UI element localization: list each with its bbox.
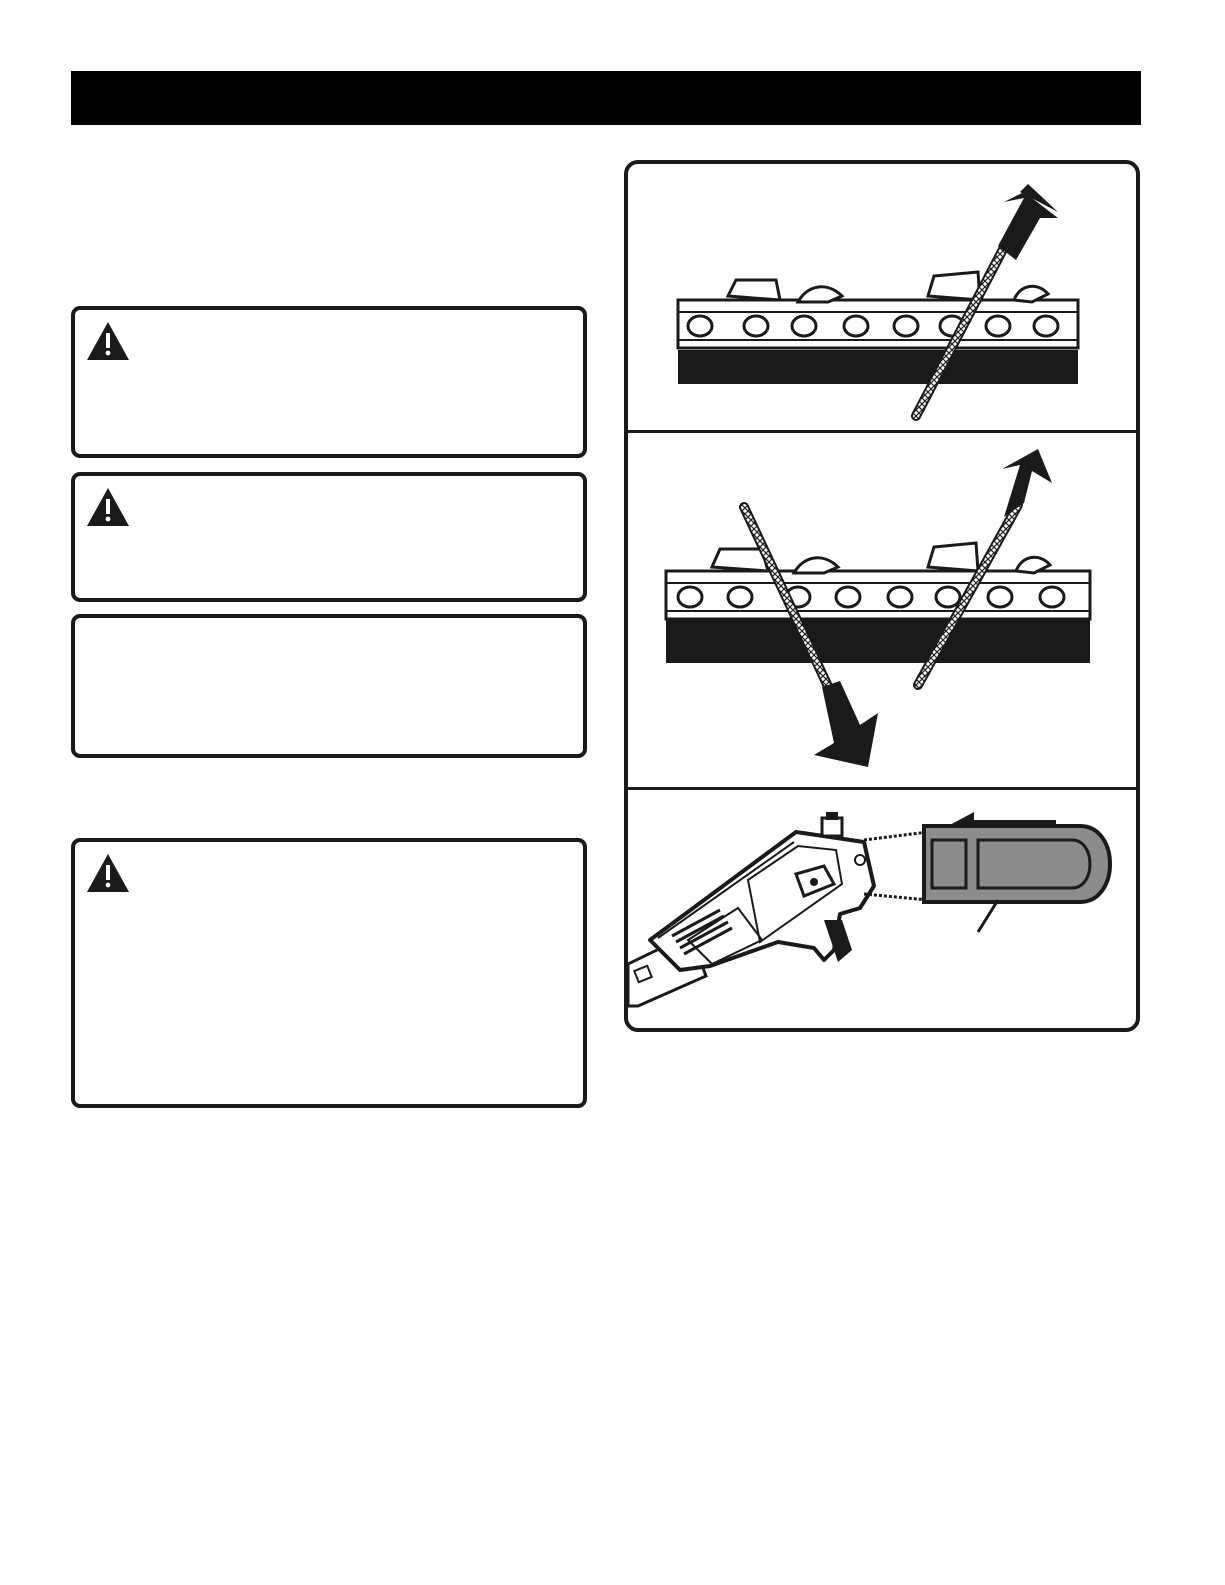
warning-triangle-icon	[85, 852, 131, 894]
panel-pole-saw-with-scabbard	[628, 790, 1136, 1032]
figure-panel-group	[624, 160, 1140, 1032]
panel-chain-wrap-both-sides	[628, 433, 1136, 787]
warning-box-2	[71, 472, 587, 602]
note-box	[71, 614, 587, 758]
warning-triangle-icon	[85, 320, 131, 362]
header-bar	[71, 71, 1141, 125]
panel-chain-wrap-one-side	[628, 164, 1136, 430]
warning-box-1	[71, 306, 587, 458]
warning-box-3	[71, 838, 587, 1108]
warning-triangle-icon	[85, 486, 131, 528]
